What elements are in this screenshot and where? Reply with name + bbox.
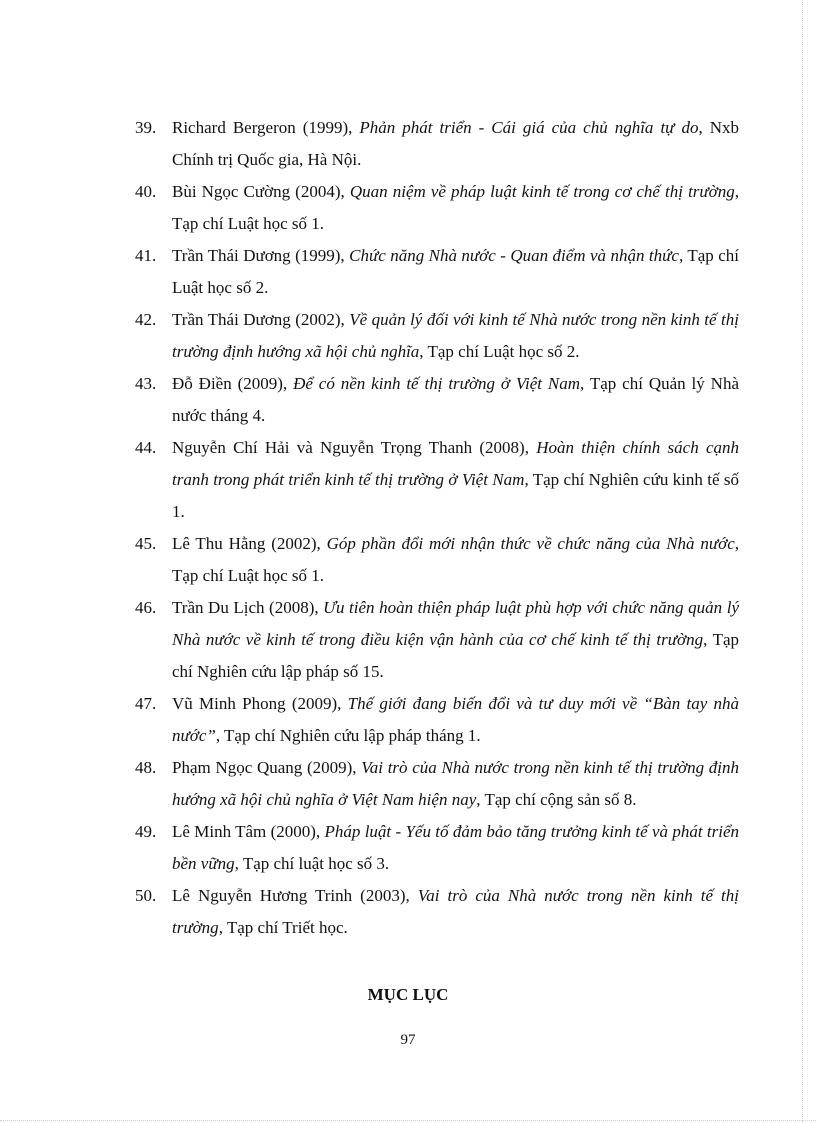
reference-source: , Nxb Chính trị Quốc gia, Hà Nội. (172, 118, 739, 169)
reference-author: Trần Thái Dương (1999), (172, 246, 350, 265)
reference-item (135, 880, 739, 944)
reference-number: 48. (135, 758, 157, 777)
reference-item (135, 432, 739, 528)
reference-title: Quan niệm về pháp luật kinh tế trong cơ chế thị trường (349, 182, 735, 201)
reference-title: Pháp luật - Yếu tố đảm bảo tăng trưởng kinh tế và phát triển bền vững (172, 822, 740, 873)
reference-number: 39. (135, 118, 157, 137)
reference-author: Bùi Ngọc Cường (2004), (172, 182, 350, 201)
reference-author: Lê Nguyễn Hương Trinh (2003), (172, 886, 418, 905)
reference-author: Phạm Ngọc Quang (2009), (172, 758, 362, 777)
reference-title: Hoàn thiện chính sách cạnh tranh trong phát triển kinh tế thị trường ở Việt Nam (172, 438, 739, 489)
reference-title: Về quản lý đối với kinh tế Nhà nước trong nền kinh tế thị trường định hướng xã hội chủ nghĩa (172, 310, 739, 361)
reference-number: 41. (135, 246, 157, 265)
reference-source: , Tạp chí Luật học số 2. (419, 342, 580, 361)
reference-author: Lê Minh Tâm (2000), (172, 822, 325, 841)
page-border-right (802, 0, 803, 1123)
reference-source: , Tạp chí Nghiên cứu lập pháp số 15. (172, 630, 739, 681)
reference-number: 47. (135, 694, 157, 713)
reference-source: , Tạp chí Quản lý Nhà nước tháng 4. (172, 374, 739, 425)
reference-source: , Tạp chí cộng sản số 8. (476, 790, 637, 809)
page-border-bottom (0, 1120, 816, 1121)
reference-author: Nguyễn Chí Hải và Nguyễn Trọng Thanh (2008), (172, 438, 537, 457)
reference-number: 50. (135, 886, 157, 905)
reference-source: , Tạp chí Luật học số 1. (172, 534, 740, 585)
reference-number: 49. (135, 822, 157, 841)
reference-author: Trần Du Lịch (2008), (172, 598, 324, 617)
page-number: 97 (400, 1032, 416, 1048)
reference-number: 46. (135, 598, 157, 617)
reference-item (135, 688, 739, 752)
reference-item (135, 368, 739, 432)
reference-author: Vũ Minh Phong (2009), (172, 694, 348, 713)
reference-list (135, 112, 739, 944)
reference-author: Lê Thu Hằng (2002), (172, 534, 327, 553)
reference-title: Ưu tiên hoàn thiện pháp luật phù hợp với chức năng quản lý Nhà nước về kinh tế trong điều kiện vận hành của cơ chế kinh tế thị trường (172, 598, 739, 649)
reference-title: Vai trò của Nhà nước trong nền kinh tế thị trường định hướng xã hội chủ nghĩa ở Việt Nam hiện nay (172, 758, 739, 809)
reference-number: 45. (135, 534, 157, 553)
reference-item (135, 240, 739, 304)
reference-source: , Tạp chí luật học số 3. (234, 854, 390, 873)
reference-source: , Tạp chí Nghiên cứu kinh tế số 1. (172, 470, 739, 521)
reference-title: Chức năng Nhà nước - Quan điểm và nhận thức, (349, 246, 684, 265)
reference-title: Phản phát triển - Cái giá của chủ nghĩa tự do (359, 118, 699, 137)
reference-author: Richard Bergeron (1999), (172, 118, 360, 137)
reference-number: 40. (135, 182, 157, 201)
reference-number: 43. (135, 374, 157, 393)
reference-title: Góp phần đổi mới nhận thức về chức năng của Nhà nước (326, 534, 735, 553)
reference-source: Tạp chí Luật học số 2. (172, 246, 739, 297)
reference-source: , Tạp chí Nghiên cứu lập pháp tháng 1. (215, 726, 481, 745)
reference-item (135, 176, 739, 240)
reference-number: 42. (135, 310, 157, 329)
section-heading: MỤC LỤC (367, 985, 449, 1004)
reference-title: Thế giới đang biến đổi và tư duy mới về “Bàn tay nhà nước” (172, 694, 739, 745)
reference-item (135, 112, 739, 176)
reference-source: , Tạp chí Luật học số 1. (172, 182, 740, 233)
reference-item (135, 752, 739, 816)
reference-title: Vai trò của Nhà nước trong nền kinh tế thị trường (172, 886, 739, 937)
reference-title: Để có nền kinh tế thị trường ở Việt Nam (293, 374, 581, 393)
reference-author: Đỗ Điền (2009), (172, 374, 294, 393)
reference-item (135, 304, 739, 368)
reference-author: Trần Thái Dương (2002), (172, 310, 350, 329)
reference-item (135, 528, 739, 592)
reference-item (135, 816, 739, 880)
reference-source: , Tạp chí Triết học. (218, 918, 348, 937)
reference-item (135, 592, 739, 688)
reference-number: 44. (135, 438, 157, 457)
